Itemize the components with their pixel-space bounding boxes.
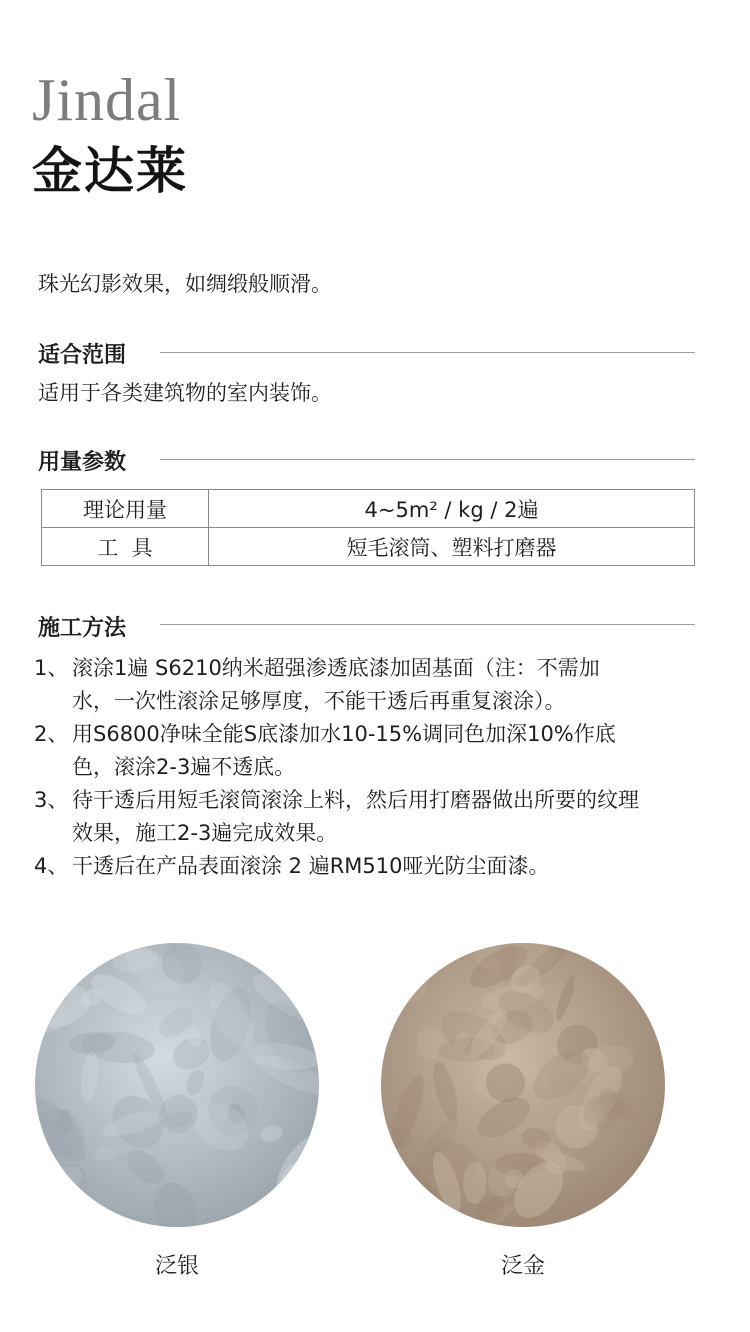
step-line: 色，滚涂2-3遍不透底。 bbox=[72, 755, 296, 779]
texture-silver bbox=[35, 943, 319, 1227]
step-number: 3、 bbox=[34, 788, 69, 812]
step-line: 水，一次性滚涂足够厚度，不能干透后再重复滚涂）。 bbox=[72, 689, 566, 713]
list-item bbox=[34, 850, 724, 883]
intro-text: 珠光幻影效果，如绸缎般顺滑。 bbox=[38, 272, 332, 296]
section-divider-method bbox=[160, 624, 695, 625]
section-divider-scope bbox=[160, 352, 695, 353]
brand-name-latin: Jindal bbox=[32, 67, 182, 133]
step-line: 效果，施工2-3遍完成效果。 bbox=[72, 821, 338, 845]
swatch-gold-image bbox=[381, 943, 665, 1227]
section-heading-usage: 用量参数 bbox=[38, 450, 127, 475]
section-divider-usage bbox=[160, 459, 695, 460]
section-heading-scope: 适合范围 bbox=[38, 343, 127, 368]
swatch-silver-image bbox=[35, 943, 319, 1227]
usage-value: 短毛滚筒、塑料打磨器 bbox=[209, 528, 695, 566]
method-steps bbox=[34, 652, 724, 883]
step-line: 待干透后用短毛滚筒滚涂上料，然后用打磨器做出所要的纹理 bbox=[72, 788, 639, 812]
swatch-label-gold: 泛金 bbox=[500, 1254, 545, 1279]
step-number: 2、 bbox=[34, 722, 69, 746]
list-item bbox=[34, 784, 724, 850]
section-heading-method: 施工方法 bbox=[38, 616, 127, 641]
brand-name-chinese: 金达莱 bbox=[32, 142, 188, 200]
step-number: 1、 bbox=[34, 656, 69, 680]
usage-key: 理论用量 bbox=[42, 490, 209, 528]
list-item bbox=[34, 718, 724, 784]
swatch-label-silver: 泛银 bbox=[154, 1254, 199, 1279]
step-line: 用S6800净味全能S底漆加水10-15%调同色加深10%作底 bbox=[72, 722, 616, 746]
table-row bbox=[42, 528, 695, 566]
scope-text: 适用于各类建筑物的室内装饰。 bbox=[38, 381, 332, 405]
step-number: 4、 bbox=[34, 854, 69, 878]
list-item bbox=[34, 652, 724, 718]
table-row bbox=[42, 490, 695, 528]
usage-table bbox=[41, 489, 695, 566]
usage-key: 工 具 bbox=[42, 528, 209, 566]
texture-gold bbox=[381, 943, 665, 1227]
step-line: 干透后在产品表面滚涂 2 遍RM510哑光防尘面漆。 bbox=[72, 854, 550, 878]
step-line: 滚涂1遍 S6210纳米超强渗透底漆加固基面（注：不需加 bbox=[72, 656, 600, 680]
usage-value: 4~5m² / kg / 2遍 bbox=[209, 490, 695, 528]
